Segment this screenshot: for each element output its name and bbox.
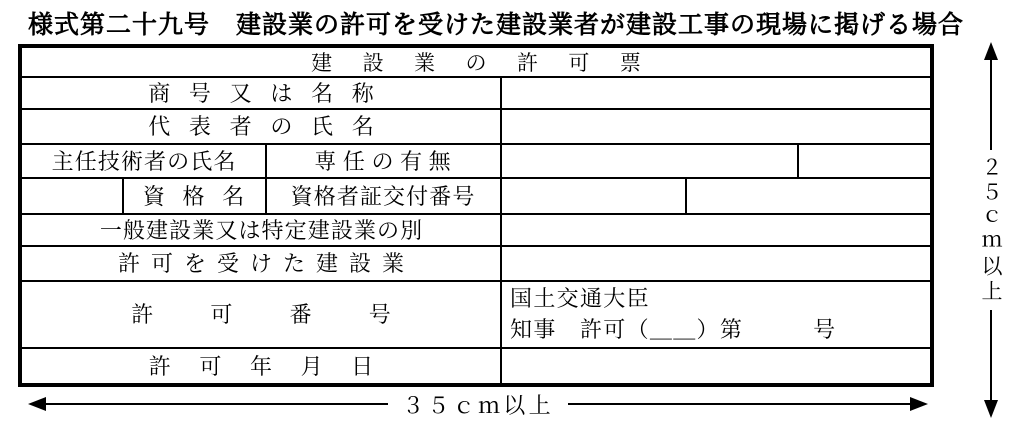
full-time-value-cell	[797, 143, 930, 177]
representative-value-cell	[500, 108, 930, 143]
arrow-up-icon	[984, 42, 998, 60]
licensed-business-label: 許可を受けた建設業	[117, 251, 415, 276]
width-dimension-arrow	[28, 388, 928, 420]
arrow-right-icon	[910, 397, 928, 411]
arrow-line	[990, 60, 992, 150]
sign-title: 建設業の許可票	[311, 51, 672, 75]
arrow-down-icon	[984, 400, 998, 418]
qualification-cert-value-cell	[685, 177, 930, 213]
business-type-value-cell	[500, 213, 930, 245]
trade-name-label: 商号又は名称	[148, 80, 393, 106]
permit-number-label: 許可番号	[131, 302, 448, 327]
trade-name-value-cell	[500, 76, 930, 108]
permit-date-value-cell	[500, 347, 930, 383]
form-number-title: 様式第二十九号 建設業の許可を受けた建設業者が建設工事の現場に掲げる場合	[28, 11, 965, 39]
business-type-label: 一般建設業又は特定建設業の別	[99, 217, 424, 243]
height-dimension-note: ２５ｃｍ以上	[979, 155, 1003, 305]
arrow-line	[46, 403, 388, 405]
qualification-value-cell	[500, 177, 685, 213]
full-time-label: 専任の有無	[314, 148, 458, 174]
arrow-line	[990, 310, 992, 400]
arrow-left-icon	[28, 397, 46, 411]
height-dimension-arrow	[977, 42, 1005, 418]
qualification-label: 資格名	[142, 183, 262, 209]
chief-engineer-label: 主任技術者の氏名	[51, 148, 237, 174]
chief-engineer-value-cell	[500, 143, 797, 177]
representative-label: 代表者の氏名	[148, 114, 393, 139]
construction-permit-sign-table	[18, 44, 934, 387]
permit-authority-minister-line: 国土交通大臣	[510, 285, 650, 311]
arrow-line	[568, 403, 910, 405]
qualification-cert-label: 資格者証交付番号	[290, 183, 476, 209]
width-dimension-note: ３５ｃｍ以上	[402, 392, 554, 418]
licensed-business-value-cell	[500, 245, 930, 280]
permit-number-value-cell	[500, 280, 930, 347]
permit-authority-governor-line: 知事 許可（＿＿）第 号	[510, 316, 837, 342]
permit-date-label: 許可年月日	[148, 353, 402, 379]
